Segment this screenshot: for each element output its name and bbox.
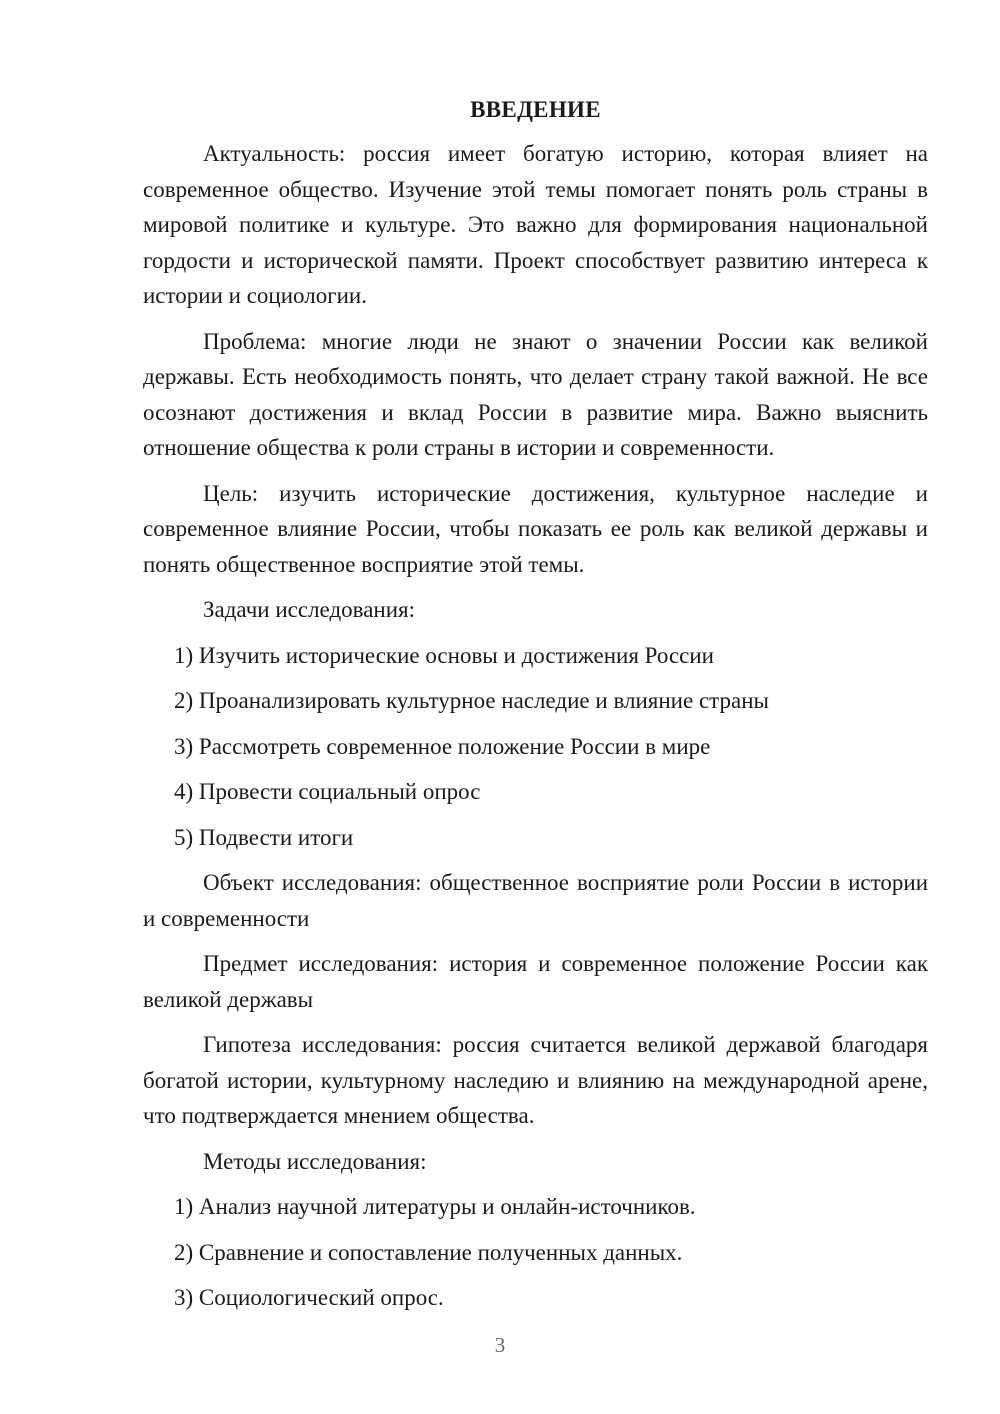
paragraph-relevance: Актуальность: россия имеет богатую историю, которая влияет на современное общество. Изучение этой темы помогает понять роль страны в мировой политике и культуре. Это важно для формирования национальной гордости и исторической памяти. Проект способствует развитию интереса к истории и социологии. <box>143 141 928 308</box>
list-item: 2) Проанализировать культурное наследие и влияние страны <box>174 688 769 713</box>
list-item: 3) Рассмотреть современное положение России в мире <box>174 733 711 759</box>
methods-heading: Методы исследования: <box>203 1148 427 1174</box>
tasks-list <box>143 638 928 856</box>
paragraph-goal: Цель: изучить исторические достижения, культурное наследие и современное влияние России, чтобы показать ее роль как великой державы и понять общественное восприятие этой темы. <box>143 480 928 577</box>
list-item: 2) Сравнение и сопоставление полученных данных. <box>174 1239 683 1265</box>
paragraph-problem: Проблема: многие люди не знают о значении России как великой державы. Есть необходимость понять, что делает страну такой важной. Не все осознают достижения и вклад России в развитие мира. Важно выяснить отношение общества к роли страны в истории и современности. <box>143 328 928 460</box>
list-item: 5) Подвести итоги <box>174 824 354 850</box>
list-item: 4) Провести социальный опрос <box>174 779 481 804</box>
paragraph-object: Объект исследования: общественное восприятие роли России в истории и современности <box>143 870 928 931</box>
paragraph-subject: Предмет исследования: история и современное положение России как великой державы <box>143 951 928 1012</box>
list-item: 1) Анализ научной литературы и онлайн-источников. <box>174 1194 696 1219</box>
page-title: ВВЕДЕНИЕ <box>470 97 601 122</box>
document-page <box>143 96 928 1326</box>
list-item: 3) Социологический опрос. <box>174 1285 444 1310</box>
methods-list <box>143 1189 928 1316</box>
tasks-heading: Задачи исследования: <box>203 597 416 622</box>
list-item: 1) Изучить исторические основы и достижения России <box>174 642 714 668</box>
page-number: 3 <box>494 1333 506 1357</box>
paragraph-hypothesis: Гипотеза исследования: россия считается великой державой благодаря богатой истории, культурному наследию и влиянию на международной арене, что подтверждается мнением общества. <box>143 1032 928 1128</box>
